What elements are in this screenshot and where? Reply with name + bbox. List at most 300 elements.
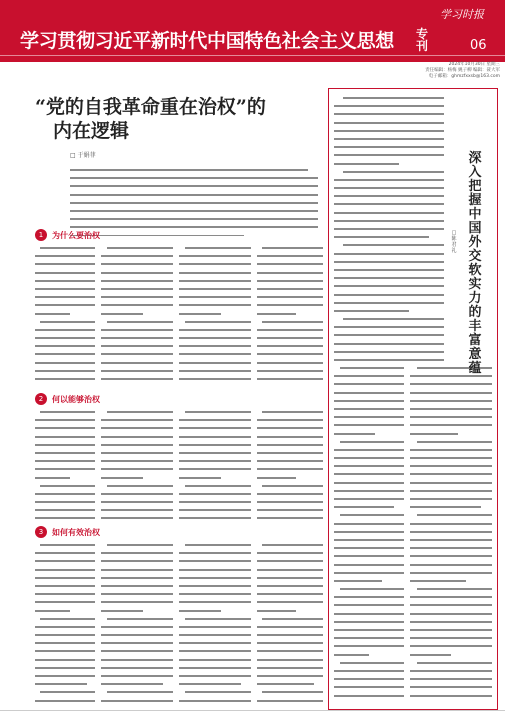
text-line <box>340 366 404 373</box>
text-line <box>35 303 95 310</box>
text-line <box>410 464 492 471</box>
text-line <box>101 699 173 705</box>
text-line <box>410 382 492 389</box>
text-line <box>179 312 221 319</box>
text-line <box>257 254 323 261</box>
text-line <box>334 571 404 578</box>
text-line <box>107 320 173 327</box>
text-line <box>101 271 173 278</box>
text-line <box>179 385 241 386</box>
text-line <box>257 500 323 507</box>
text-line <box>185 246 251 253</box>
text-line <box>179 443 251 450</box>
text-line <box>410 546 492 553</box>
section-heading-2 <box>35 392 100 406</box>
text-line <box>257 625 323 632</box>
text-line <box>334 121 444 128</box>
article-column-1c <box>35 543 95 705</box>
text-line <box>334 415 404 422</box>
text-line <box>340 587 404 594</box>
text-line <box>410 694 492 701</box>
article-column-2a <box>101 246 173 386</box>
text-line <box>40 543 95 550</box>
text-line <box>179 451 251 458</box>
text-line <box>179 377 251 384</box>
text-line <box>262 246 323 253</box>
text-line <box>40 690 95 697</box>
text-line <box>179 658 251 665</box>
text-line <box>35 312 70 319</box>
text-line <box>35 459 95 466</box>
text-line <box>179 352 251 359</box>
text-line <box>179 336 251 343</box>
text-line <box>101 576 173 583</box>
text-line <box>257 418 323 425</box>
text-line <box>35 426 95 433</box>
text-line <box>35 492 95 499</box>
text-line <box>35 666 95 673</box>
text-line <box>179 295 251 302</box>
text-line <box>179 568 251 575</box>
text-line <box>179 674 251 681</box>
sidebar-title: 深入把握中国外交软实力的丰富意蕴 <box>468 151 482 376</box>
text-line <box>179 641 251 648</box>
text-line <box>410 669 492 676</box>
article-column-4c <box>257 543 323 705</box>
text-line <box>334 293 444 300</box>
text-line <box>40 484 95 491</box>
text-line <box>179 361 251 368</box>
text-line <box>179 476 221 483</box>
section-heading-3 <box>35 525 100 539</box>
text-line <box>35 658 95 665</box>
text-line <box>179 287 251 294</box>
text-line <box>334 407 404 414</box>
text-line <box>257 328 323 335</box>
text-line <box>35 262 95 269</box>
text-line <box>35 385 87 386</box>
text-line <box>334 481 404 488</box>
text-line <box>35 584 95 591</box>
text-line <box>257 303 323 310</box>
text-line <box>101 500 173 507</box>
text-line <box>262 320 323 327</box>
text-line <box>410 522 492 529</box>
text-line <box>179 516 251 520</box>
text-line <box>101 584 173 591</box>
text-line <box>101 641 173 648</box>
text-line <box>343 317 444 324</box>
text-line <box>179 551 251 558</box>
text-line <box>334 268 444 275</box>
article-column-2c <box>101 543 173 705</box>
text-line <box>101 426 173 433</box>
text-line <box>417 661 492 668</box>
text-line <box>101 287 173 294</box>
text-line <box>257 279 323 286</box>
page-number: 06 <box>470 38 487 53</box>
text-line <box>35 600 95 607</box>
text-line <box>257 352 323 359</box>
text-line <box>257 633 323 640</box>
text-line <box>410 620 492 627</box>
text-line <box>410 644 492 651</box>
text-line <box>257 674 323 681</box>
text-line <box>101 352 173 359</box>
text-line <box>410 530 492 537</box>
text-line <box>334 350 444 357</box>
text-line <box>257 426 323 433</box>
text-line <box>35 271 95 278</box>
text-line <box>340 661 404 668</box>
text-line <box>343 243 444 250</box>
text-line <box>410 497 492 504</box>
text-line <box>101 516 173 520</box>
sidebar-column-lower-right <box>410 366 492 702</box>
text-line <box>417 587 492 594</box>
text-line <box>334 677 404 684</box>
text-line <box>410 563 492 570</box>
text-line <box>179 328 251 335</box>
text-line <box>179 435 251 442</box>
text-line <box>334 612 404 619</box>
text-line <box>334 546 404 553</box>
text-line <box>101 328 173 335</box>
text-line <box>101 476 143 483</box>
text-line <box>35 508 95 515</box>
section-title: 为什么要治权 <box>52 230 100 240</box>
text-line <box>101 609 143 616</box>
text-line <box>107 543 173 550</box>
text-line <box>410 571 492 578</box>
text-line <box>257 385 314 386</box>
text-line <box>107 410 173 417</box>
text-line <box>101 674 173 681</box>
text-line <box>334 342 444 349</box>
text-line <box>107 617 173 624</box>
text-line <box>340 440 404 447</box>
text-line <box>257 516 323 520</box>
text-line <box>257 295 323 302</box>
sidebar-column-lower-left <box>334 366 404 702</box>
edition-editors: 责任编辑：杨梅 姚子柳 编辑：聂大军 <box>425 68 500 73</box>
text-line <box>257 262 323 269</box>
text-line <box>107 690 173 697</box>
text-line <box>334 464 404 471</box>
text-line <box>185 320 251 327</box>
footer-divider <box>0 710 505 711</box>
text-line <box>185 617 251 624</box>
text-line <box>257 666 323 673</box>
text-line <box>257 649 323 656</box>
text-line <box>35 592 95 599</box>
text-line <box>179 682 241 689</box>
text-line <box>40 617 95 624</box>
text-line <box>107 246 173 253</box>
text-line <box>410 685 492 692</box>
text-line <box>35 467 95 474</box>
text-line <box>35 568 95 575</box>
text-line <box>35 641 95 648</box>
text-line <box>257 459 323 466</box>
text-line <box>107 484 173 491</box>
section-number-badge: 1 <box>35 229 47 241</box>
text-line <box>257 592 323 599</box>
text-line <box>334 227 444 234</box>
text-line <box>101 418 173 425</box>
text-line <box>35 516 95 520</box>
text-line <box>262 484 323 491</box>
text-line <box>40 246 95 253</box>
text-line <box>334 284 444 291</box>
text-line <box>101 508 173 515</box>
text-line <box>257 451 323 458</box>
text-line <box>179 633 251 640</box>
text-line <box>101 592 173 599</box>
text-line <box>334 620 404 627</box>
text-line <box>257 271 323 278</box>
text-line <box>257 600 323 607</box>
text-line <box>101 551 173 558</box>
text-line <box>179 418 251 425</box>
text-line <box>101 344 173 351</box>
text-line <box>185 543 251 550</box>
text-line <box>179 649 251 656</box>
text-line <box>262 410 323 417</box>
text-line <box>35 418 95 425</box>
text-line <box>410 595 492 602</box>
text-line <box>410 636 492 643</box>
headline-line-2: 内在逻辑 <box>53 120 130 142</box>
text-line <box>101 625 173 632</box>
text-line <box>334 669 404 676</box>
text-line <box>257 559 323 566</box>
text-line <box>101 303 173 310</box>
text-line <box>262 690 323 697</box>
text-line <box>101 666 173 673</box>
text-line <box>101 336 173 343</box>
text-line <box>101 649 173 656</box>
text-line <box>343 96 444 103</box>
text-line <box>334 145 444 152</box>
text-line <box>410 579 466 586</box>
section-number-badge: 2 <box>35 393 47 405</box>
text-line <box>334 276 444 283</box>
text-line <box>101 451 173 458</box>
text-line <box>334 162 399 169</box>
text-line <box>257 551 323 558</box>
text-line <box>35 633 95 640</box>
article-column-1a <box>35 246 95 386</box>
text-line <box>101 682 163 689</box>
text-line <box>257 336 323 343</box>
text-line <box>334 235 429 242</box>
text-line <box>179 344 251 351</box>
article-headline <box>35 95 325 143</box>
text-line <box>410 391 492 398</box>
text-line <box>334 153 444 160</box>
text-line <box>179 508 251 515</box>
text-line <box>334 129 444 136</box>
text-line <box>334 644 404 651</box>
text-line <box>35 500 95 507</box>
text-line <box>257 344 323 351</box>
text-line <box>334 563 404 570</box>
text-line <box>257 682 314 689</box>
text-line <box>334 211 444 218</box>
text-line <box>410 407 492 414</box>
article-column-3a <box>179 246 251 386</box>
text-line <box>179 600 251 607</box>
text-line <box>257 609 296 616</box>
text-line <box>334 456 404 463</box>
text-line <box>257 492 323 499</box>
text-line <box>410 415 492 422</box>
text-line <box>101 443 173 450</box>
text-line <box>334 219 444 226</box>
masthead-title: 学习贯彻习近平新时代中国特色社会主义思想 <box>20 30 395 52</box>
text-line <box>410 554 492 561</box>
text-line <box>257 476 296 483</box>
text-line <box>417 513 492 520</box>
text-line <box>179 666 251 673</box>
text-line <box>334 252 444 259</box>
text-line <box>410 628 492 635</box>
text-line <box>334 194 444 201</box>
text-line <box>101 633 173 640</box>
text-line <box>101 279 173 286</box>
section-title: 如何有效治权 <box>52 527 100 537</box>
text-line <box>179 262 251 269</box>
text-line <box>35 295 95 302</box>
text-line <box>334 382 404 389</box>
text-line <box>334 423 404 430</box>
text-line <box>334 522 404 529</box>
text-line <box>257 584 323 591</box>
text-line <box>334 628 404 635</box>
text-line <box>334 137 444 144</box>
text-line <box>334 202 444 209</box>
text-line <box>334 391 404 398</box>
text-line <box>35 576 95 583</box>
text-line <box>334 579 382 586</box>
text-line <box>35 336 95 343</box>
section-title: 何以能够治权 <box>52 394 100 404</box>
text-line <box>35 369 95 376</box>
text-line <box>101 361 173 368</box>
text-line <box>257 443 323 450</box>
text-line <box>35 344 95 351</box>
text-line <box>410 603 492 610</box>
text-line <box>179 279 251 286</box>
abstract-text <box>70 168 318 236</box>
masthead-tag: 专刊 <box>416 27 429 53</box>
text-line <box>257 312 296 319</box>
text-line <box>185 410 251 417</box>
text-line <box>262 617 323 624</box>
article-column-4b <box>257 410 323 520</box>
text-line <box>334 636 404 643</box>
text-line <box>410 505 481 512</box>
text-line <box>257 699 323 705</box>
text-line <box>35 451 95 458</box>
sidebar-column-upper <box>334 96 444 361</box>
sidebar-author: □ 陈君礼 <box>451 230 457 254</box>
text-line <box>35 551 95 558</box>
text-line <box>334 358 444 361</box>
text-line <box>334 554 404 561</box>
text-line <box>257 568 323 575</box>
text-line <box>334 186 444 193</box>
article-column-4a <box>257 246 323 386</box>
text-line <box>179 459 251 466</box>
text-line <box>101 559 173 566</box>
text-line <box>257 467 323 474</box>
text-line <box>334 112 444 119</box>
edition-date: 2024年10月30日 星期三 <box>448 62 500 67</box>
text-line <box>35 287 95 294</box>
text-line <box>35 476 70 483</box>
text-line <box>101 600 173 607</box>
headline-line-1: “党的自我革命重在治权”的 <box>35 96 266 118</box>
text-line <box>35 682 87 689</box>
text-line <box>334 472 404 479</box>
text-line <box>334 260 444 267</box>
text-line <box>35 435 95 442</box>
text-line <box>101 385 163 386</box>
text-line <box>35 649 95 656</box>
text-line <box>35 279 95 286</box>
text-line <box>334 497 404 504</box>
text-line <box>101 312 143 319</box>
article-author: □ 于娟菲 <box>70 152 96 159</box>
article-column-3b <box>179 410 251 520</box>
text-line <box>334 325 444 332</box>
text-line <box>257 377 323 384</box>
text-line <box>410 472 492 479</box>
text-line <box>179 592 251 599</box>
article-column-1b <box>35 410 95 520</box>
text-line <box>410 538 492 545</box>
text-line <box>257 361 323 368</box>
text-line <box>334 333 444 340</box>
text-line <box>101 295 173 302</box>
text-line <box>40 320 95 327</box>
text-line <box>262 543 323 550</box>
text-line <box>334 530 404 537</box>
text-line <box>101 369 173 376</box>
text-line <box>410 448 492 455</box>
text-line <box>101 467 173 474</box>
section-number-badge: 3 <box>35 526 47 538</box>
text-line <box>334 685 404 692</box>
text-line <box>334 505 394 512</box>
text-line <box>334 653 369 660</box>
text-line <box>179 609 221 616</box>
text-line <box>35 699 95 705</box>
text-line <box>101 568 173 575</box>
section-heading-1 <box>35 228 100 242</box>
text-line <box>257 369 323 376</box>
text-line <box>185 484 251 491</box>
text-line <box>35 361 95 368</box>
text-line <box>101 262 173 269</box>
text-line <box>417 440 492 447</box>
text-line <box>101 492 173 499</box>
text-line <box>257 658 323 665</box>
text-line <box>410 456 492 463</box>
text-line <box>101 254 173 261</box>
